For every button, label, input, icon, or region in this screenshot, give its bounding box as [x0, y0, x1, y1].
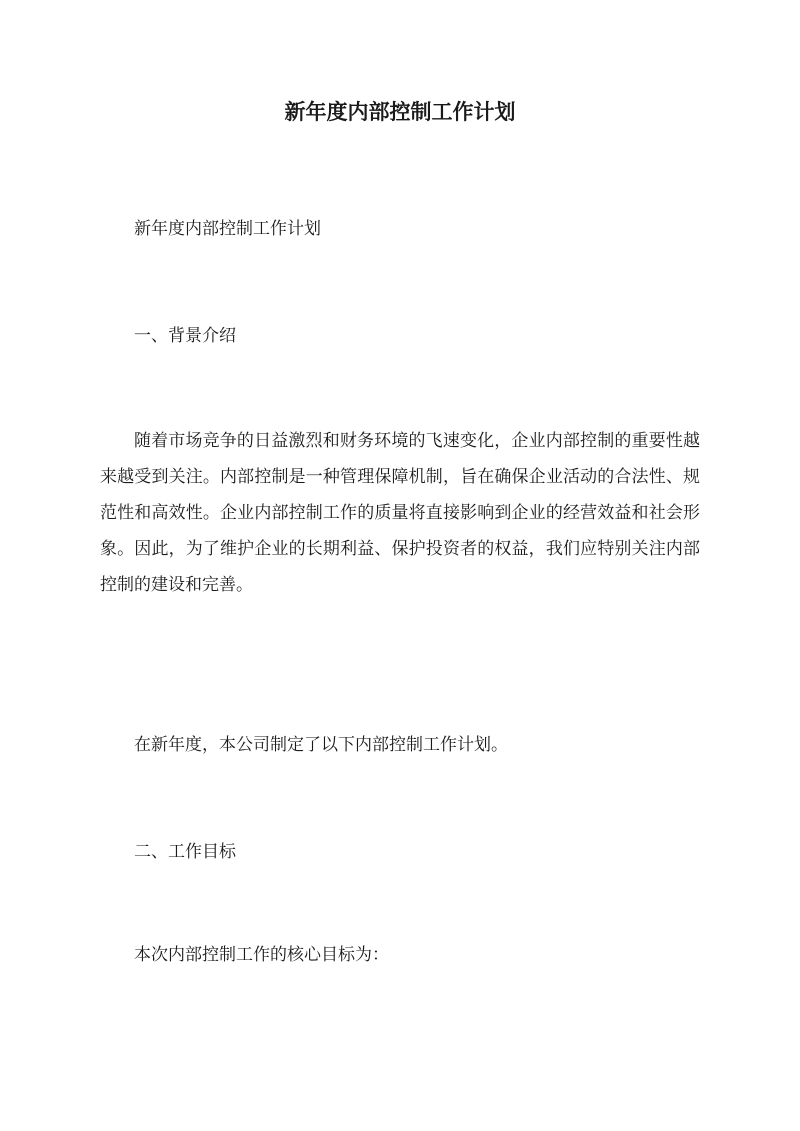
- document-subtitle: 新年度内部控制工作计划: [134, 219, 321, 239]
- section-heading-background: 一、背景介绍: [134, 326, 236, 346]
- plan-intro-paragraph: 在新年度，本公司制定了以下内部控制工作计划。: [134, 735, 508, 755]
- goals-intro-paragraph: 本次内部控制工作的核心目标为：: [134, 945, 389, 965]
- document-title: 新年度内部控制工作计划: [284, 99, 516, 124]
- section-heading-goals: 二、工作目标: [134, 842, 236, 862]
- background-paragraph: 随着市场竞争的日益激烈和财务环境的飞速变化，企业内部控制的重要性越来越受到关注。内部控制是一种管理保障机制，旨在确保企业活动的合法性、规范性和高效性。企业内部控制工作的质量将直接影响到企业的经营效益和社会形象。因此，为了维护企业的长期利益、保护投资者的权益，我们应特别关注内部控制的建设和完善。: [100, 431, 700, 595]
